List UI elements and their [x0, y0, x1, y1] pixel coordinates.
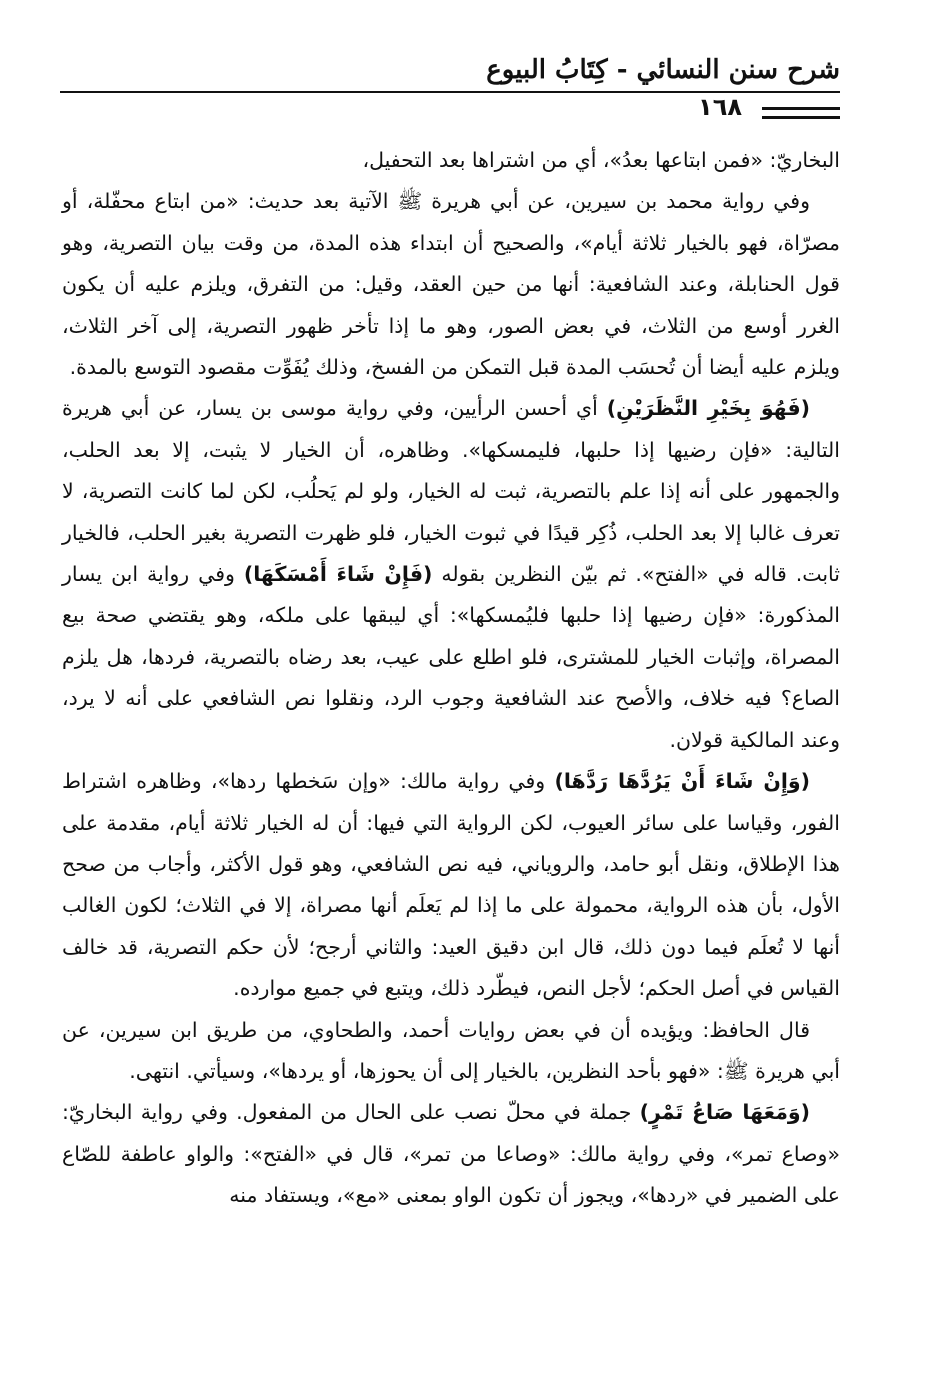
text-run: قال الحافظ: ويؤيده أن في بعض روايات أحمد، والطحاوي، من طريق ابن سيرين، عن أبي هريرة ﷺ: «فهو بأحد النظرين، بالخيار إلى أن يحوزها، أو يردها»، وسيأتي. انتهى. — [62, 1017, 840, 1083]
text-run: وفي رواية ابن يسار المذكورة: «فإن رضيها إذا حلبها فليُمسكها»: أي ليبقها على ملكه، وهو يقتضي صحة بيع المصراة، وإثبات الخيار للمشترى، فلو اطلع على عيب، بعد رضاه بالتصرية، فردها، هل يلزم الصاع؟ فيه خلاف، والأصح عند الشافعية وجوب الرد، ونقلوا نص الشافعي على أنه لا يرد، وعند المالكية قولان. — [62, 562, 840, 752]
paragraph — [62, 181, 840, 388]
text-run: جملة في محلّ نصب على الحال من المفعول. وفي رواية البخاريّ: «وصاع تمر»، وفي رواية مالك: «وصاعا من تمر»، قال في «الفتح»: والواو عاطفة للصّاع على الضمير في «ردها»، ويجوز أن تكون الواو بمعنى «مع»، ويستفاد منه — [62, 1100, 840, 1208]
text-run: وفي رواية مالك: «وإن سَخطها ردها»، وظاهره اشتراط الفور، وقياسا على سائر العيوب، لكن الرواية التي فيها: أن له الخيار ثلاثة أيام، مقدمة على هذا الإطلاق، ونقل أبو حامد، والروياني، فيه نص الشافعي، وهو قول الأكثر، وأجاب من صحح الأول، بأن هذه الرواية، محمولة على ما إذا لم يَعلَم أنها مصراة، إلا في الثلاث؛ لكون الغالب أنها لا تُعلَم فيما دون ذلك، قال ابن دقيق العيد: والثاني أرجح؛ لأن حكم التصرية، قد خالف القياس في أصل الحكم؛ لأجل النص، فيطّرد ذلك، ويتبع في جميع موارده. — [62, 769, 840, 1001]
paragraph — [62, 388, 840, 761]
page-number-double-rule — [762, 107, 840, 119]
text-run: البخاريّ: «فمن ابتاعها بعدُ»، أي من اشتراها بعد التحفيل، — [362, 148, 840, 172]
running-title: شرح سنن النسائي - كِتَابُ البيوع — [486, 55, 840, 85]
text-run: أي أحسن الرأيين، وفي رواية موسى بن يسار، عن أبي هريرة التالية: «فإن رضيها إذا حلبها، فليمسكها». وظاهره، أن الخيار لا يثبت، إلا بعد الحلب، والجمهور على أنه إذا علم بالتصرية، ثبت له الخيار، ولو لم يَحلُب، لكن لما كانت التصرية، لا تعرف غالبا إلا بعد الحلب، ذُكِر قيدًا في ثبوت الخيار، فلو ظهرت التصرية بغير الحلب، فالخيار ثابت. قاله في «الفتح». ثم بيّن النظرين بقوله — [62, 396, 840, 587]
paragraph — [62, 761, 840, 1009]
body-text — [62, 140, 840, 1217]
text-run: وفي رواية محمد بن سيرين، عن أبي هريرة ﷺ الآتية بعد حديث: «من ابتاع محفّلة، أو مصرّاة، فهو بالخيار ثلاثة أيام»، والصحيح أن ابتداء هذه المدة، من وقت بيان التصرية، وهو قول الحنابلة، وعند الشافعية: أنها من حين العقد، وقيل: من التفرق، ويلزم عليه أن يكون الغرر أوسع من الثلاث، في بعض الصور، وهو ما إذا تأخر ظهور التصرية، إلى آخر الثلاث، ويلزم عليه أيضا أن تُحسَب المدة قبل التمكن من الفسخ، وذلك يُفَوِّت مقصود التوسع بالمدة. — [62, 189, 840, 380]
paragraph — [62, 1092, 840, 1216]
page-number: ١٦٨ — [698, 93, 742, 121]
quoted-phrase: (وَمَعَهَا صَاعُ تَمْرٍ) — [639, 1100, 810, 1125]
quoted-phrase: (وَإِنْ شَاءَ أَنْ يَرُدَّهَا رَدَّهَا) — [554, 769, 810, 794]
quoted-phrase: (فَإِنْ شَاءَ أَمْسَكَهَا) — [243, 562, 433, 587]
quoted-phrase: (فَهُوَ بِخَيْرِ النَّظَرَيْنِ) — [606, 396, 810, 421]
paragraph — [62, 140, 840, 181]
paragraph — [62, 1010, 840, 1093]
page-header — [60, 55, 840, 135]
